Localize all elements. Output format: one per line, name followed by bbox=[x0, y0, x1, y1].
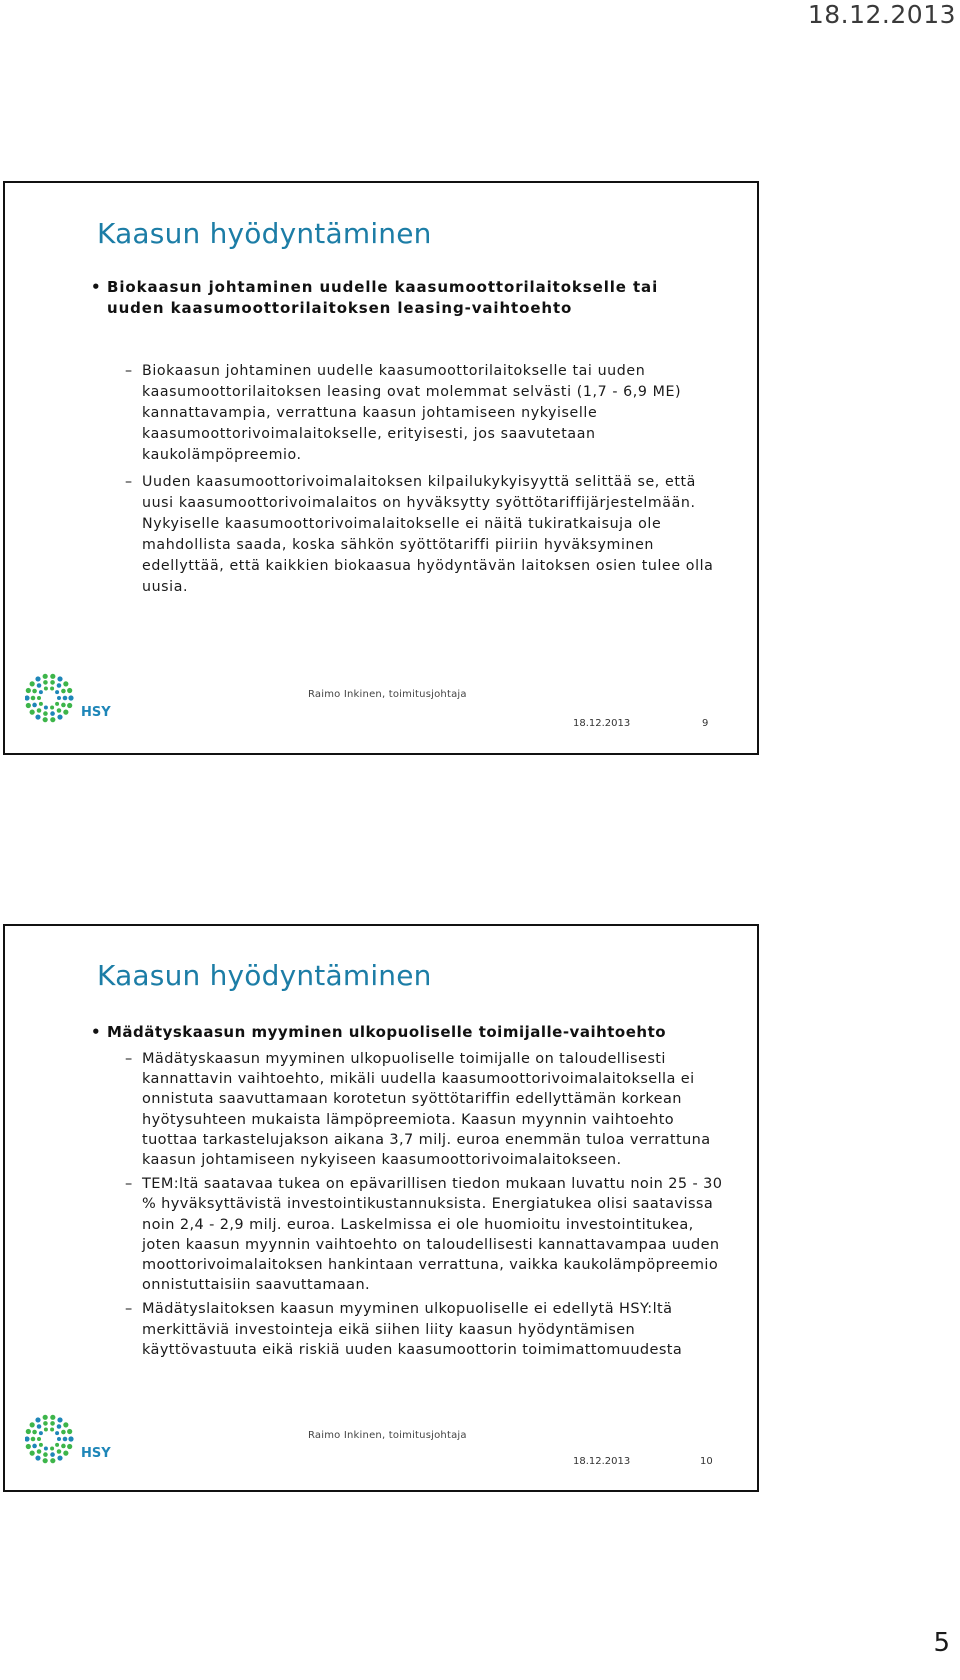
logo-dot bbox=[57, 1455, 62, 1460]
sub-bullet-list bbox=[125, 361, 727, 604]
sub-bullet: – TEM:ltä saatavaa tukea on epävarillisen tiedon mukaan luvattu noin 25 - 30 % hyväksyttävistä investointikustannuksista. Energiatukea olisi saatavissa noin 2,4 - 2,9 milj. euroa. Laskelmissa ei ole huomioitu investointitukea, joten kaasun myynnin vaihtoehto on taloudellisesti kannattavampaa uuden moottorivoimalaitoksen hankintaan verrattuna, vaikka kaukolämpöpreemio onnistuttaisiin saavuttamaan. bbox=[125, 1174, 727, 1295]
logo-dot bbox=[50, 686, 54, 690]
logo-dot bbox=[30, 710, 35, 715]
logo-dot bbox=[63, 1451, 68, 1456]
slide-9 bbox=[3, 181, 759, 755]
page-header-date: 18.12.2013 bbox=[807, 0, 956, 29]
logo-dot bbox=[63, 1422, 68, 1427]
logo-dot bbox=[57, 1424, 62, 1429]
logo-dot bbox=[35, 1455, 40, 1460]
logo-dot bbox=[39, 1431, 43, 1435]
logo-dot bbox=[63, 1437, 68, 1442]
logo-dot bbox=[57, 676, 62, 681]
logo-dot bbox=[43, 674, 48, 679]
logo-dot bbox=[63, 696, 68, 701]
logo-dot bbox=[44, 1427, 48, 1431]
logo-dot bbox=[57, 696, 61, 700]
logo-dot bbox=[50, 1427, 54, 1431]
logo-dot bbox=[61, 1430, 66, 1435]
logo-dot bbox=[50, 1458, 55, 1463]
logo-dot bbox=[35, 676, 40, 681]
logo-dot bbox=[43, 717, 48, 722]
main-bullet: • Biokaasun johtaminen uudelle kaasumoottorilaitokselle tai uuden kaasumoottorilaitoksen leasing-vaihtoehto bbox=[91, 277, 717, 319]
logo-dot bbox=[61, 1444, 66, 1449]
slide-title: Kaasun hyödyntäminen bbox=[97, 959, 432, 992]
logo-dot bbox=[67, 703, 72, 708]
footer-date: 18.12.2013 bbox=[573, 718, 631, 729]
logo-dot bbox=[61, 703, 66, 708]
slide-10 bbox=[3, 924, 759, 1492]
logo-dot bbox=[32, 1444, 37, 1449]
logo-dot bbox=[37, 683, 42, 688]
logo-dot bbox=[44, 706, 48, 710]
logo-dot bbox=[30, 681, 35, 686]
page-number: 5 bbox=[933, 1628, 950, 1658]
logo-dot bbox=[55, 1443, 59, 1447]
logo-dot bbox=[37, 696, 41, 700]
logo-dot bbox=[68, 695, 73, 700]
hsy-logo bbox=[25, 1411, 115, 1475]
slide-title: Kaasun hyödyntäminen bbox=[97, 217, 432, 250]
logo-dot bbox=[57, 1417, 62, 1422]
footer-author: Raimo Inkinen, toimitusjohtaja bbox=[308, 689, 467, 700]
logo-dot bbox=[50, 1415, 55, 1420]
logo-dot bbox=[55, 1431, 59, 1435]
logo-dot bbox=[67, 1429, 72, 1434]
logo-dot bbox=[67, 1444, 72, 1449]
logo-dot bbox=[43, 1421, 48, 1426]
logo-dot bbox=[57, 683, 62, 688]
logo-dot bbox=[50, 1452, 55, 1457]
logo-dot bbox=[55, 690, 59, 694]
logo-dot bbox=[50, 717, 55, 722]
logo-dot bbox=[57, 1437, 61, 1441]
logo-dot bbox=[39, 702, 43, 706]
logo-dot bbox=[35, 714, 40, 719]
logo-dot bbox=[26, 703, 31, 708]
logo-dot bbox=[67, 688, 72, 693]
logo-dot bbox=[26, 1444, 31, 1449]
main-bullet: • Mädätyskaasun myyminen ulkopuoliselle toimijalle-vaihtoehto bbox=[91, 1022, 717, 1043]
sub-bullet: – Biokaasun johtaminen uudelle kaasumoottorilaitokselle tai uuden kaasumoottorilaitoksen leasing ovat molemmat selvästi (1,7 - 6,9 ME) kannattavampia, verrattuna kaasun johtamiseen nykyiselle kaasumoottorivoimalaitokselle, erityisesti, jos saavutetaan kaukolämpöpreemio. bbox=[125, 361, 727, 466]
logo-dot bbox=[31, 1437, 36, 1442]
logo-dot bbox=[57, 714, 62, 719]
logo-dot bbox=[35, 1417, 40, 1422]
logo-dot bbox=[43, 680, 48, 685]
slide-number: 10 bbox=[700, 1456, 713, 1467]
logo-dot bbox=[50, 1421, 55, 1426]
logo-dot bbox=[32, 689, 37, 694]
logo-dot bbox=[32, 1430, 37, 1435]
logo-dot bbox=[37, 1424, 42, 1429]
logo-dot bbox=[39, 690, 43, 694]
logo-dot bbox=[43, 711, 48, 716]
logo-dot bbox=[31, 696, 36, 701]
sub-bullet-list bbox=[125, 1049, 727, 1364]
logo-dot bbox=[32, 703, 37, 708]
logo-dot bbox=[43, 1458, 48, 1463]
logo-dot bbox=[39, 1443, 43, 1447]
logo-dot bbox=[30, 1422, 35, 1427]
logo-dot bbox=[50, 680, 55, 685]
logo-dot bbox=[68, 1436, 73, 1441]
logo-text: HSY bbox=[81, 705, 111, 720]
logo-dot bbox=[63, 681, 68, 686]
logo-text: HSY bbox=[81, 1446, 111, 1461]
logo-dot bbox=[43, 1452, 48, 1457]
footer-date: 18.12.2013 bbox=[573, 1456, 631, 1467]
sub-bullet: – Uuden kaasumoottorivoimalaitoksen kilpailukykyisyyttä selittää se, että uusi kaasumoottorivoimalaitos on hyväksytty syöttötariffijärjestelmään. Nykyiselle kaasumoottorivoimalaitokselle ei näitä tukiratkaisuja ole mahdollista saada, koska sähkön syöttötariffi piiriin hyväksyminen edellyttää, että kaikkien biokaasua hyödyntävän laitoksen osien tulee olla uusia. bbox=[125, 472, 727, 598]
logo-dot bbox=[63, 710, 68, 715]
logo-dot bbox=[26, 1429, 31, 1434]
logo-dot bbox=[50, 1447, 54, 1451]
logo-dot bbox=[61, 689, 66, 694]
logo-dot bbox=[44, 1447, 48, 1451]
logo-dot bbox=[30, 1451, 35, 1456]
logo-dot bbox=[37, 708, 42, 713]
logo-dot bbox=[37, 1437, 41, 1441]
logo-dot bbox=[25, 1436, 30, 1441]
logo-dot bbox=[44, 686, 48, 690]
sub-bullet: – Mädätyskaasun myyminen ulkopuoliselle toimijalle on taloudellisesti kannattavin vaihtoehto, mikäli uudella kaasumoottorivoimalaitoksella ei onnistuta saavuttamaan korotetun syöttötariffin edellyttämän korkean hyötysuhteen mukaista lämpöpreemiota. Kaasun myynnin vaihtoehto tuottaa tarkastelujakson aikana 3,7 milj. euroa enemmän tuloa verrattuna kaasun johtamiseen nykyiseen kaasumoottorivoimalaitokseen. bbox=[125, 1049, 727, 1170]
logo-dot bbox=[37, 1449, 42, 1454]
logo-dot bbox=[50, 706, 54, 710]
logo-dot bbox=[57, 1449, 62, 1454]
logo-dot bbox=[26, 688, 31, 693]
slide-number: 9 bbox=[702, 718, 709, 729]
hsy-logo bbox=[25, 670, 115, 734]
logo-dot bbox=[50, 711, 55, 716]
sub-bullet: – Mädätyslaitoksen kaasun myyminen ulkopuoliselle ei edellytä HSY:ltä merkittäviä investointeja eikä siihen liity kaasun hyödyntämisen käyttövastuuta eikä riskiä uuden kaasumoottorin toimimattomuudesta bbox=[125, 1299, 727, 1360]
footer-author: Raimo Inkinen, toimitusjohtaja bbox=[308, 1430, 467, 1441]
logo-dot bbox=[55, 702, 59, 706]
logo-dot bbox=[50, 674, 55, 679]
logo-dot bbox=[43, 1415, 48, 1420]
logo-dot bbox=[25, 695, 30, 700]
logo-dot bbox=[57, 708, 62, 713]
